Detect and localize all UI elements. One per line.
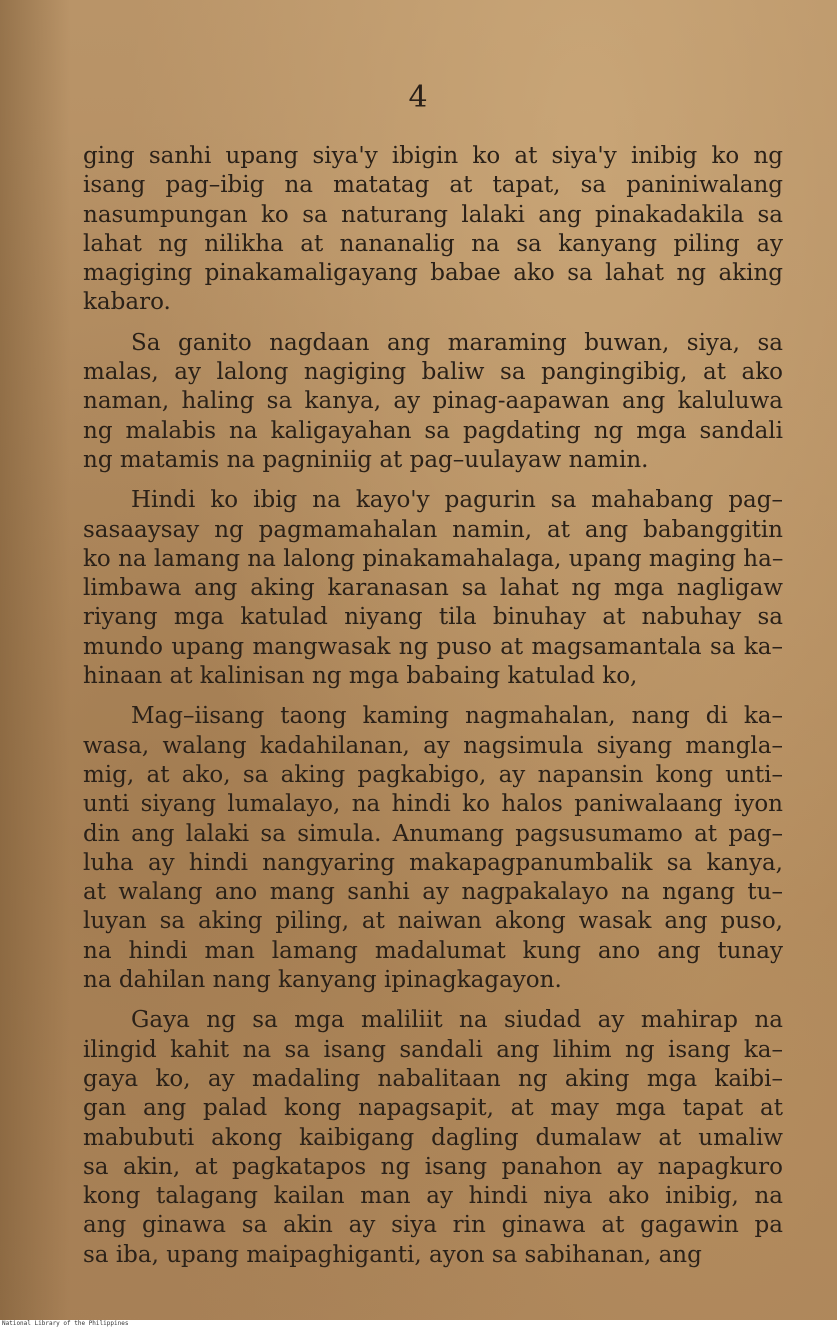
text-line: Hindi ko ibig na kayo'y pagurin sa mahabang pag–: [131, 487, 783, 514]
text-line: Sa ganito nagdaan ang maraming buwan, siya, sa: [131, 329, 783, 356]
text-line: limbawa ang aking karanasan sa lahat ng mga nagligaw: [83, 575, 783, 602]
text-line: kabaro.: [83, 289, 171, 316]
paragraph: [83, 486, 783, 691]
text-line: kong talagang kailan man ay hindi niya ako inibig, na: [83, 1183, 783, 1210]
text-line: Gaya ng sa mga maliliit na siudad ay mahirap na: [131, 1007, 783, 1034]
text-line: magiging pinakamaligayang babae ako sa lahat ng aking: [83, 260, 783, 287]
text-line: riyang mga katulad niyang tila binuhay at nabuhay sa: [83, 604, 783, 631]
text-line: luha ay hindi nangyaring makapagpanumbalik sa kanya,: [83, 849, 783, 876]
text-line: at walang ano mang sanhi ay nagpakalayo na ngang tu–: [83, 879, 783, 906]
footer-bar: [0, 1320, 837, 1328]
text-line: ilingid kahit na sa isang sandali ang lihim ng isang ka–: [83, 1036, 783, 1063]
text-line: mabubuti akong kaibigang dagling dumalaw at umaliw: [83, 1124, 783, 1151]
text-line: naman, haling sa kanya, ay pinag-aapawan ang kaluluwa: [83, 388, 783, 415]
text-line: unti siyang lumalayo, na hindi ko halos paniwalaang iyon: [83, 791, 783, 818]
text-line: sa akin, at pagkatapos ng isang panahon ay napagkuro: [83, 1153, 783, 1180]
paragraph: [83, 1006, 783, 1270]
text-line: sa iba, upang maipaghiganti, ayon sa sabihanan, ang: [83, 1241, 702, 1268]
text-line: nasumpungan ko sa naturang lalaki ang pinakadakila sa: [83, 201, 783, 228]
text-line: na hindi man lamang madalumat kung ano ang tunay: [83, 937, 783, 964]
text-line: ko na lamang na lalong pinakamahalaga, upang maging ha–: [83, 545, 784, 572]
text-line: ang ginawa sa akin ay siya rin ginawa at gagawin pa: [83, 1212, 783, 1239]
text-line: lahat ng nilikha at nananalig na sa kanyang piling ay: [83, 230, 783, 257]
text-line: malas, ay lalong nagiging baliw sa pangingibig, at ako: [83, 359, 783, 386]
body-text: [83, 142, 783, 1270]
paragraph: [83, 702, 783, 995]
text-line: ging sanhi upang siya'y ibigin ko at siya'y inibig ko ng: [83, 143, 783, 169]
text-line: gaya ko, ay madaling nabalitaan ng aking mga kaibi–: [83, 1065, 783, 1092]
paragraph: [83, 142, 783, 318]
text-line: na dahilan nang kanyang ipinagkagayon.: [83, 967, 562, 994]
text-line: din ang lalaki sa simula. Anumang pagsusumamo at pag–: [83, 820, 783, 847]
page-number: 4: [408, 80, 429, 115]
library-watermark: National Library of the Philippines: [2, 1320, 129, 1327]
text-line: ng matamis na pagniniig at pag–uulayaw namin.: [83, 446, 649, 473]
text-line: hinaan at kalinisan ng mga babaing katulad ko,: [83, 663, 638, 690]
text-line: sasaaysay ng pagmamahalan namin, at ang babanggitin: [83, 516, 783, 543]
text-line: wasa, walang kadahilanan, ay nagsimula siyang mangla–: [83, 732, 783, 759]
text-line: Mag–iisang taong kaming nagmahalan, nang di ka–: [131, 703, 783, 730]
text-line: isang pag–ibig na matatag at tapat, sa paniniwalang: [83, 172, 783, 199]
text-line: mundo upang mangwasak ng puso at magsamantala sa ka–: [83, 633, 783, 660]
text-line: mig, at ako, sa aking pagkabigo, ay napansin kong unti–: [83, 761, 783, 788]
text-line: luyan sa aking piling, at naiwan akong wasak ang puso,: [83, 908, 783, 935]
text-line: ng malabis na kaligayahan sa pagdating ng mga sandali: [83, 417, 783, 444]
paragraph: [83, 329, 783, 475]
text-line: gan ang palad kong napagsapit, at may mga tapat at: [83, 1095, 783, 1122]
